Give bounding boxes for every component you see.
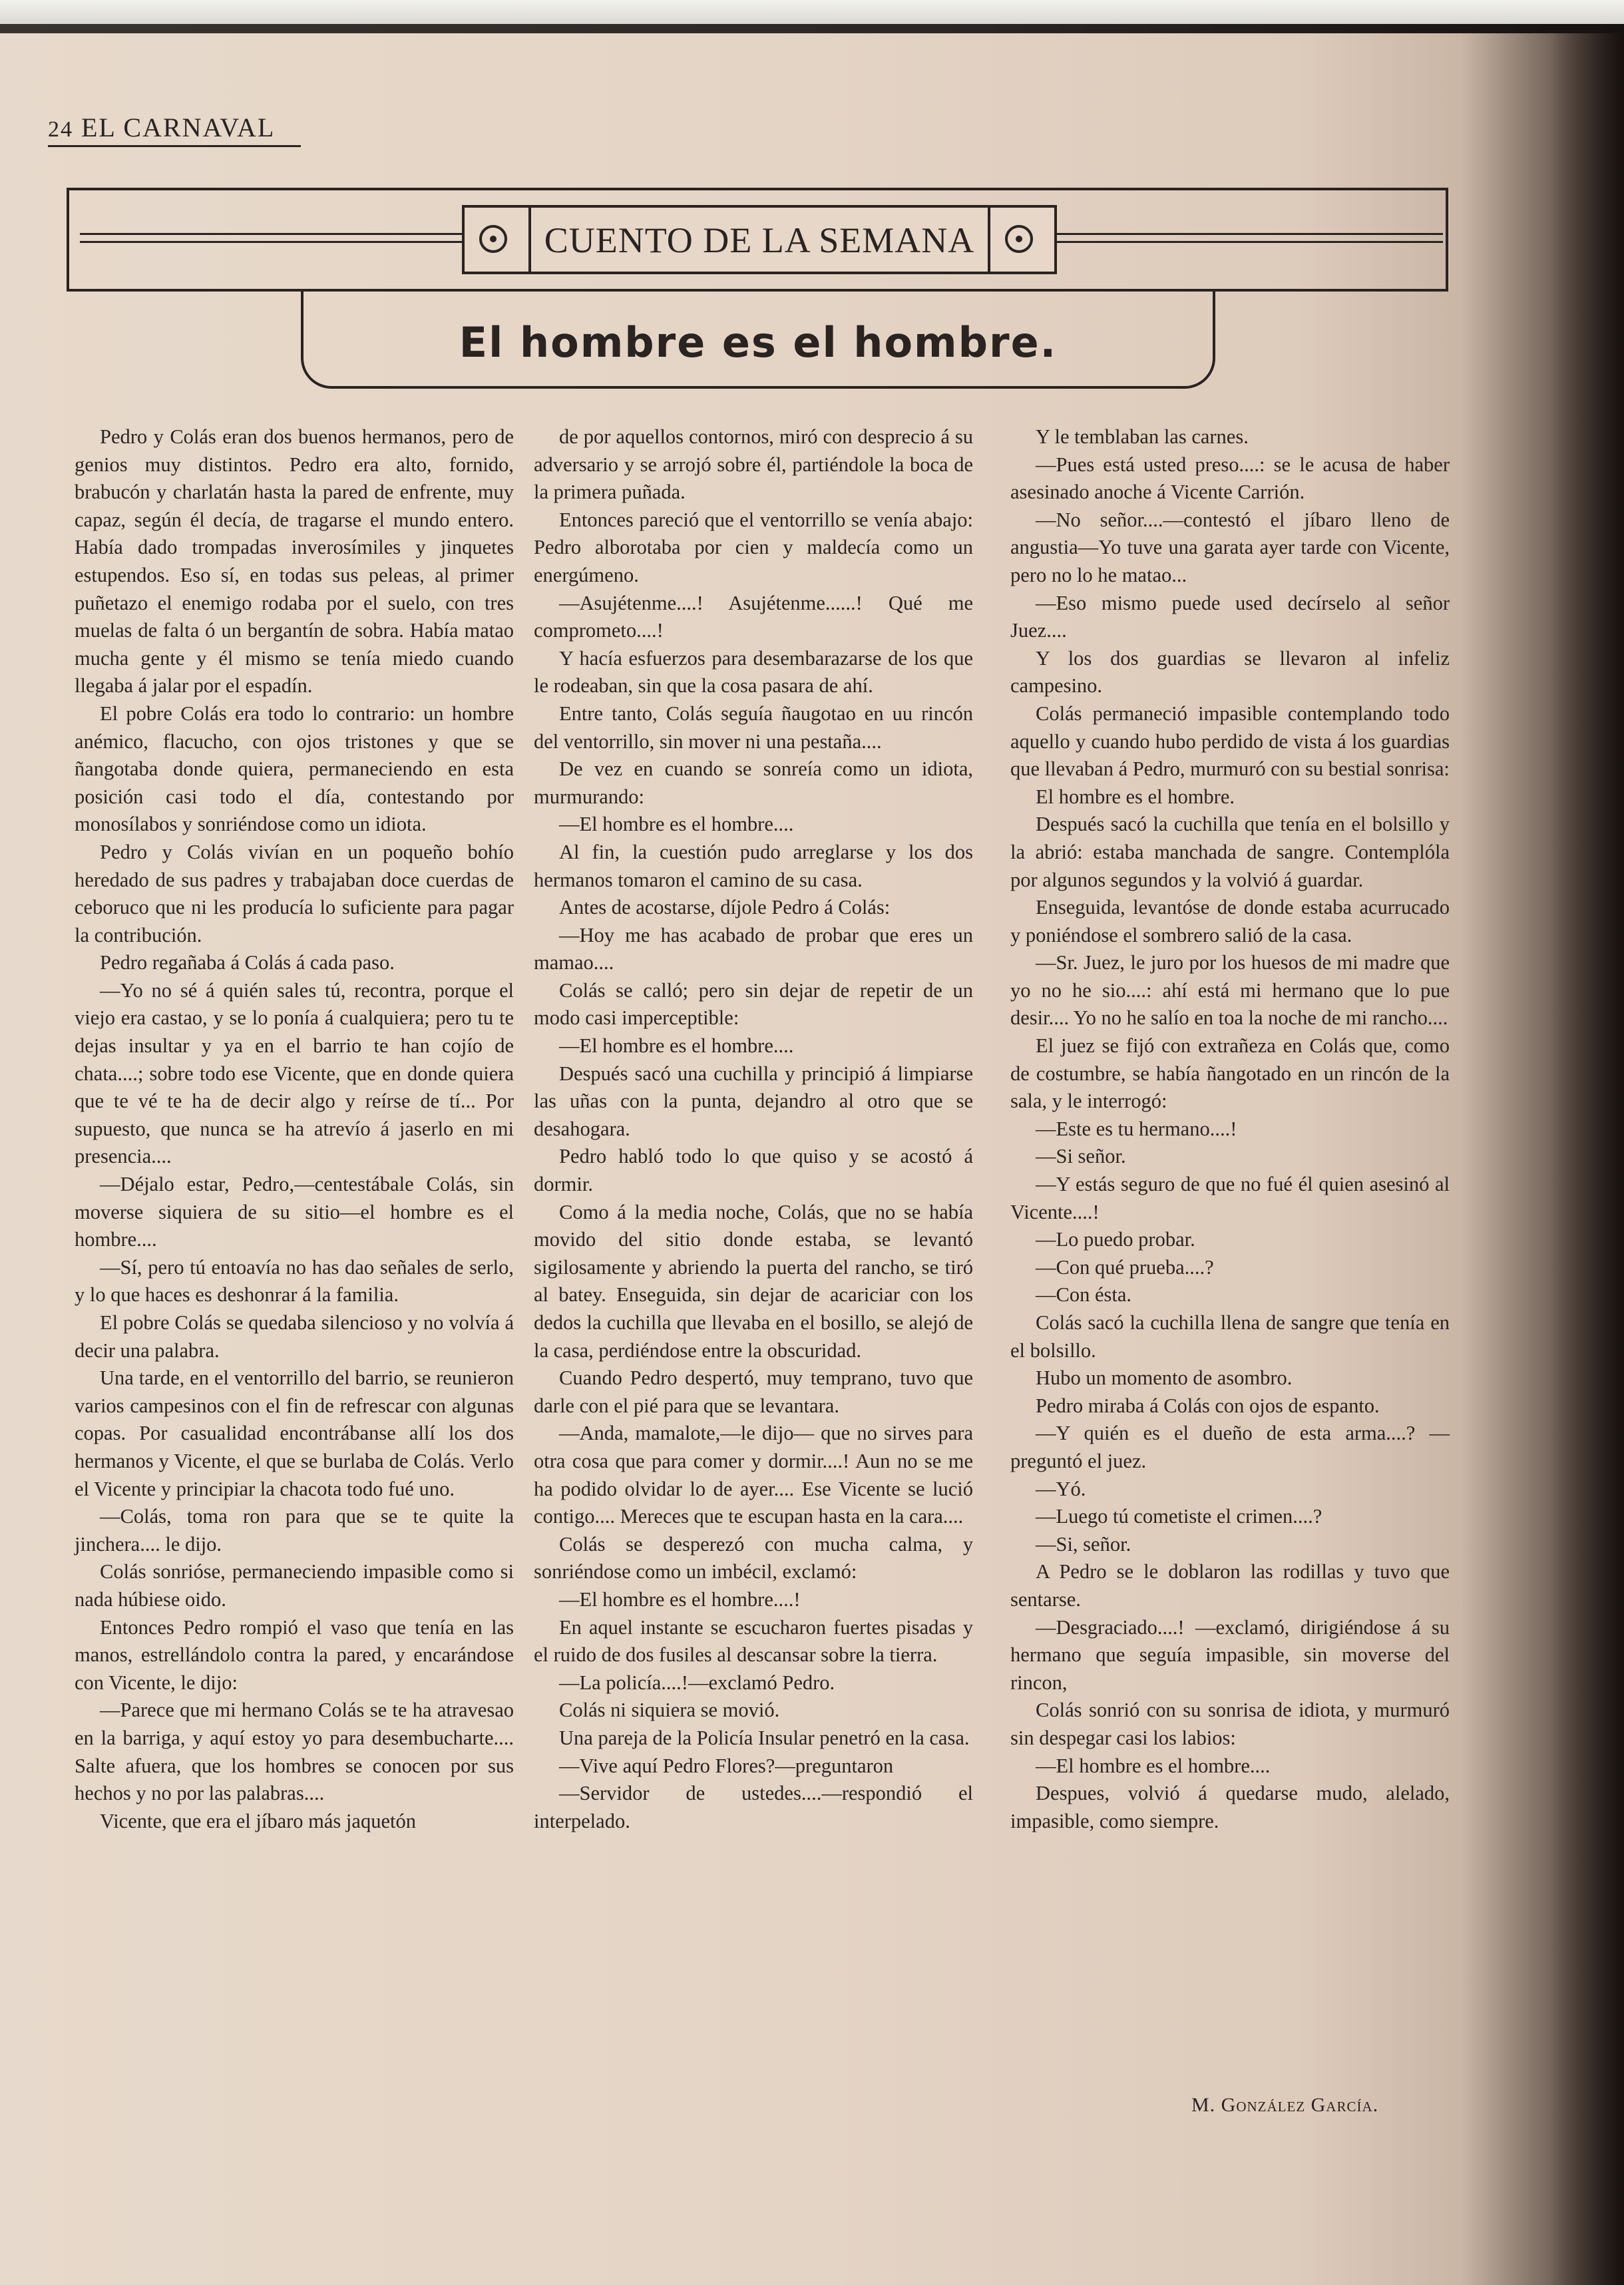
paragraph: Vicente, que era el jíbaro más jaquetón <box>100 1809 416 1832</box>
section-title-box <box>462 205 1057 274</box>
section-title: CUENTO DE LA SEMANA <box>544 220 975 260</box>
paragraph: —Hoy me has acabado de probar que eres un mamao.... <box>534 923 973 974</box>
paragraph: —Y estás seguro de que no fué él quien asesinó al Vicente....! <box>1010 1173 1450 1223</box>
paragraph: Despues, volvió á quedarse mudo, alelado, impasible, como siempre. <box>1010 1782 1450 1832</box>
paragraph: —Déjalo estar, Pedro,—centestábale Colás, sin moverse siquiera de su sitio—el hombre es el hombre.... <box>75 1173 514 1251</box>
paragraph: —Si señor. <box>1036 1145 1126 1168</box>
paragraph: Después sacó una cuchilla y principió á limpiarse las uñas con la punta, dejandro al otro que se desahogara. <box>534 1062 973 1140</box>
story-title-box <box>301 289 1215 389</box>
paragraph: En aquel instante se escucharon fuertes pisadas y el ruido de dos fusiles al descansar sobre la tierra. <box>534 1615 973 1667</box>
paragraph: Entonces pareció que el ventorrillo se venía abajo: Pedro alborotaba por cien y maldecía como un energúmeno. <box>534 508 973 586</box>
paragraph: —Desgraciado....! —exclamó, dirigiéndose á su hermano que seguía impasible, sin moverse del rincon, <box>1010 1615 1450 1694</box>
paragraph: —No señor....—contestó el jíbaro lleno de angustia—Yo tuve una garata ayer tarde con Vicente, pero no lo he matao... <box>1010 508 1450 586</box>
paragraph: Al fin, la cuestión pudo arreglarse y los dos hermanos tomaron el camino de su casa. <box>534 840 973 891</box>
paragraph: El pobre Colás se quedaba silencioso y no volvía á decir una palabra. <box>75 1311 514 1362</box>
page-number: 24 <box>48 117 73 142</box>
ornament-right <box>988 208 1054 272</box>
paragraph: —Anda, mamalote,—le dijo— que no sirves para otra cosa que para comer y dormir....! Aun no se me ha podido olvidar lo de ayer.... Ese Vicente se lució contigo.... Mereces que te escupan hasta en la cara.... <box>534 1422 973 1528</box>
paragraph: —Lo puedo probar. <box>1036 1228 1195 1251</box>
paragraph: Pedro y Colás vivían en un poqueño bohío heredado de sus padres y trabajaban doce cuerdas de ceboruco que ni les producía lo suficiente para pagar la contribución. <box>75 840 514 946</box>
paragraph: —Con qué prueba....? <box>1036 1255 1214 1279</box>
paragraph: —Pues está usted preso....: se le acusa de haber asesinado anoche á Vicente Carrión. <box>1010 453 1450 504</box>
header-rule <box>48 145 301 147</box>
paragraph: Después sacó la cuchilla que tenía en el bolsillo y la abrió: estaba manchada de sangre. Contemplóla por algunos segundos y la volvió á guardar. <box>1010 813 1450 891</box>
paragraph: —Este es tu hermano....! <box>1036 1117 1237 1140</box>
paragraph: —La policía....!—exclamó Pedro. <box>559 1671 835 1694</box>
paragraph: —El hombre es el hombre.... <box>559 813 794 836</box>
paragraph: A Pedro se le doblaron las rodillas y tuvo que sentarse. <box>1010 1560 1450 1611</box>
paragraph: Una tarde, en el ventorrillo del barrio, se reunieron varios campesinos con el fin de refrescar con algunas copas. Por casualidad encontrábanse allí los dos hermanos y Vicente, el que se burlaba de Colás. Verlo el Vicente y principiar la chacota todo fué uno. <box>75 1366 514 1500</box>
paragraph: Colás ni siquiera se movió. <box>559 1699 780 1722</box>
paragraph: —Parece que mi hermano Colás se te ha atravesao en la barriga, y aquí estoy yo para desembucharte.... Salte afuera, que los hombres se conocen por sus hechos y no por las palabras.... <box>75 1699 514 1805</box>
page-binding-shadow <box>1551 33 1624 2285</box>
paragraph: —Eso mismo puede used decírselo al señor Juez.... <box>1010 591 1450 642</box>
ornament-left <box>465 208 531 272</box>
paragraph: Cuando Pedro despertó, muy temprano, tuvo que darle con el pié para que se levantara. <box>534 1366 973 1417</box>
paragraph: Colás sonrió con su sonrisa de idiota, y murmuró sin despegar casi los labios: <box>1010 1699 1450 1749</box>
paragraph: Pedro miraba á Colás con ojos de espanto. <box>1036 1394 1380 1417</box>
paragraph: Colás sonrióse, permaneciendo impasible como si nada húbiese oido. <box>75 1560 514 1611</box>
banner-double-rule-right <box>1057 233 1443 243</box>
paragraph: De vez en cuando se sonreía como un idiota, murmurando: <box>534 757 973 808</box>
text-column-3 <box>1010 423 1450 1835</box>
paragraph: Pedro y Colás eran dos buenos hermanos, pero de genios muy distintos. Pedro era alto, fornido, brabucón y charlatán hasta la pared de enfrente, muy capaz, según él decía, de tragarse el mundo entero. Había dado trompadas inverosímiles y jinquetes estupendos. Eso sí, en todas sus peleas, al primer puñetazo el enemigo rodaba por el suelo, con tres muelas de falta ó un bergantín de sobra. Había matao mucha gente y él mismo se tenía miedo cuando llegaba á jalar por el espadín. <box>75 425 514 698</box>
paragraph: —Y quién es el dueño de esta arma....? —preguntó el juez. <box>1010 1422 1450 1472</box>
paragraph: Colás permaneció impasible contemplando todo aquello y cuando hubo perdido de vista á los guardias que llevaban á Pedro, murmuró con su bestial sonrisa: <box>1010 702 1450 781</box>
paragraph: —Vive aquí Pedro Flores?—preguntaron <box>559 1754 894 1777</box>
text-column-2 <box>534 423 973 1835</box>
paragraph: El pobre Colás era todo lo contrario: un hombre anémico, flacucho, con ojos tristones y que se ñangotaba donde quiera, permaneciendo en esta posición casi todo el día, contestando por monosílabos y sonriéndose como un idiota. <box>75 702 514 836</box>
paragraph: Pedro regañaba á Colás á cada paso. <box>100 951 395 974</box>
paragraph: —Yo no sé á quién sales tú, recontra, porque el viejo era castao, y se lo ponía á cualquiera; pero tu te dejas insultar y ya en el barrio te han cojío de chata....; sobre todo ese Vicente, que en donde quiera que te vé te ha de decir algo y reírse de tí... Por supuesto, que nunca se ha atrevío á jaserlo en mi presencia.... <box>75 978 514 1168</box>
paragraph: —El hombre es el hombre.... <box>559 1034 794 1058</box>
paragraph: Colás se calló; pero sin dejar de repetir de un modo casi imperceptible: <box>534 978 973 1030</box>
paragraph: de por aquellos contornos, miró con desprecio á su adversario y se arrojó sobre él, partiéndole la boca de la primera puñada. <box>534 425 973 504</box>
text-column-1 <box>75 423 514 1835</box>
paragraph: —Si, señor. <box>1036 1532 1131 1556</box>
paragraph: —Asujétenme....! Asujétenme......! Qué me comprometo....! <box>534 591 973 642</box>
paragraph: Y le temblaban las carnes. <box>1036 425 1249 448</box>
paragraph: Entre tanto, Colás seguía ñaugotao en uu rincón del ventorrillo, sin mover ni una pestaña.... <box>534 702 973 753</box>
paragraph: Pedro habló todo lo que quiso y se acostó á dormir. <box>534 1145 973 1196</box>
author-signature: M. González García. <box>1191 2094 1379 2116</box>
scan-top-edge <box>0 24 1624 33</box>
paragraph: Entonces Pedro rompió el vaso que tenía en las manos, estrellándolo contra la pared, y encarándose con Vicente, le dijo: <box>75 1615 514 1694</box>
paragraph: Colás se desperezó con mucha calma, y sonriéndose como un imbécil, exclamó: <box>534 1532 973 1583</box>
paragraph: Hubo un momento de asombro. <box>1036 1366 1293 1390</box>
banner-double-rule-left <box>80 233 462 243</box>
paragraph: —Colás, toma ron para que se te quite la jinchera.... le dijo. <box>75 1505 514 1556</box>
paragraph: El hombre es el hombre. <box>1036 785 1235 808</box>
story-title: El hombre es el hombre. <box>459 318 1058 367</box>
paragraph: Como á la media noche, Colás, que no se había movido del sitio donde estaba, se levantó sigilosamente y abriendo la puerta del rancho, se tiró al batey. Enseguida, sin dejar de acariciar con los dedos la cuchilla que llevaba en el bosillo, se alejó de la casa, perdiéndose entre la obscuridad. <box>534 1200 973 1362</box>
paragraph: Antes de acostarse, díjole Pedro á Colás: <box>559 896 891 919</box>
paragraph: Enseguida, levantóse de donde estaba acurrucado y poniéndose el sombrero salió de la casa. <box>1010 896 1450 946</box>
paragraph: —Con ésta. <box>1036 1283 1132 1307</box>
paragraph: —Sí, pero tú entoavía no has dao señales de serlo, y lo que haces es deshonrar á la familia. <box>75 1255 514 1307</box>
paragraph: —El hombre es el hombre.... <box>1036 1754 1271 1777</box>
paragraph: —Luego tú cometiste el crimen....? <box>1036 1505 1322 1528</box>
paragraph: Y hacía esfuerzos para desembarazarse de los que le rodeaban, sin que la cosa pasara de ahí. <box>534 646 973 698</box>
magazine-name: EL CARNAVAL <box>81 112 276 142</box>
paragraph: Y los dos guardias se llevaron al infeliz campesino. <box>1010 646 1450 698</box>
running-header <box>48 112 275 143</box>
dot-circle-icon <box>1005 225 1033 253</box>
dot-circle-icon <box>479 225 507 253</box>
paragraph: —Sr. Juez, le juro por los huesos de mi madre que yo no he sio....: ahí está mi hermano que lo pue desir.... Yo no he salío en toa la noche de mi rancho.... <box>1010 951 1450 1030</box>
paragraph: Una pareja de la Policía Insular penetró en la casa. <box>559 1726 970 1749</box>
paragraph: El juez se fijó con extrañeza en Colás que, como de costumbre, se había ñangotado en un rincón de la sala, y le interrogó: <box>1010 1034 1450 1113</box>
paragraph: —Servidor de ustedes....—respondió el interpelado. <box>534 1782 973 1832</box>
paragraph: Colás sacó la cuchilla llena de sangre que tenía en el bolsillo. <box>1010 1311 1450 1362</box>
paragraph: —Yó. <box>1036 1477 1086 1500</box>
paragraph: —El hombre es el hombre....! <box>559 1587 801 1611</box>
